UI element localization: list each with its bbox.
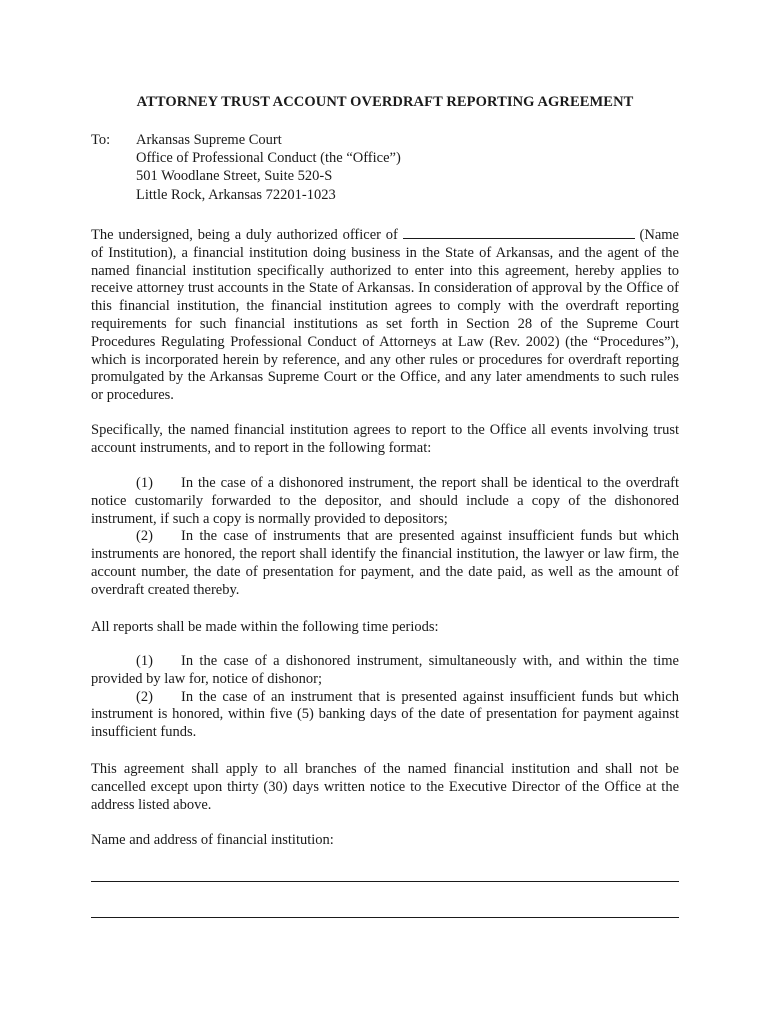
institution-address-label: Name and address of financial institution: bbox=[91, 832, 334, 848]
list-item-number: (1) bbox=[136, 653, 153, 669]
reporting-format-list bbox=[91, 475, 679, 600]
list-item-text: In the case of a dishonored instrument, simultaneously with, and within the time provided by law for, notice of dishonor; bbox=[91, 653, 679, 687]
list-item bbox=[91, 689, 679, 742]
institution-address-line[interactable] bbox=[91, 917, 679, 918]
reporting-format-paragraph: Specifically, the named financial institution agrees to report to the Office all events involving trust account instruments, and to report in the following format: bbox=[91, 422, 679, 456]
institution-name-blank[interactable] bbox=[403, 226, 635, 239]
list-item-text: In the case of instruments that are presented against insufficient funds but which instruments are honored, the report shall identify the financial institution, the lawyer or law firm, the account number, the date of presentation for payment, and the date paid, as well as the amount of overdraft created thereby. bbox=[91, 528, 679, 598]
list-item-text: In the case of a dishonored instrument, the report shall be identical to the overdraft notice customarily forwarded to the depositor, and should include a copy of the dishonored instrument, if such a copy is normally provided to depositors; bbox=[91, 475, 679, 527]
intro-text-start: The undersigned, being a duly authorized officer of bbox=[91, 227, 403, 243]
document-title: ATTORNEY TRUST ACCOUNT OVERDRAFT REPORTING AGREEMENT bbox=[136, 94, 634, 110]
address-line: Little Rock, Arkansas 72201-1023 bbox=[136, 186, 336, 203]
to-label: To: bbox=[91, 132, 111, 148]
address-line: Arkansas Supreme Court bbox=[136, 132, 282, 148]
list-item-number: (2) bbox=[136, 688, 153, 705]
branches-paragraph: This agreement shall apply to all branches of the named financial institution and shall not be cancelled except upon thirty (30) days written notice to the Executive Director of the Office at the address listed above. bbox=[91, 761, 679, 813]
intro-text-rest: (Name of Institution), a financial institution doing business in the State of Arkansas, and the agent of the named financial institution specifically authorized to enter into this agreement, hereby applies to receive attorney trust accounts in the State of Arkansas. In consideration of approval by the Office of this financial institution, the financial institution agrees to comply with the overdraft reporting requirements for such financial institutions as set forth in Section 28 of the Supreme Court Procedures Regulating Professional Conduct of Attorneys at Law (Rev. 2002) (the “Procedures”), which is incorporated herein by reference, and any other rules or procedures for overdraft reporting promulgated by the Arkansas Supreme Court or the Office, and any later amendments to such rules or procedures. bbox=[91, 227, 679, 404]
list-item-number: (1) bbox=[136, 475, 153, 491]
list-item bbox=[91, 475, 679, 528]
list-item bbox=[91, 528, 679, 599]
agreement-intro-paragraph bbox=[91, 226, 679, 405]
list-item bbox=[91, 653, 679, 689]
list-item-text: In the case of an instrument that is presented against insufficient funds but which instrument is honored, within five (5) banking days of the date of presentation for payment against insufficient funds. bbox=[91, 688, 679, 741]
time-periods-list bbox=[91, 653, 679, 742]
institution-name-line[interactable] bbox=[91, 881, 679, 882]
address-line: 501 Woodlane Street, Suite 520-S bbox=[136, 168, 333, 185]
time-periods-paragraph: All reports shall be made within the following time periods: bbox=[91, 619, 439, 635]
list-item-number: (2) bbox=[136, 528, 153, 545]
address-line: Office of Professional Conduct (the “Office”) bbox=[136, 150, 401, 167]
recipient-address bbox=[136, 131, 401, 204]
